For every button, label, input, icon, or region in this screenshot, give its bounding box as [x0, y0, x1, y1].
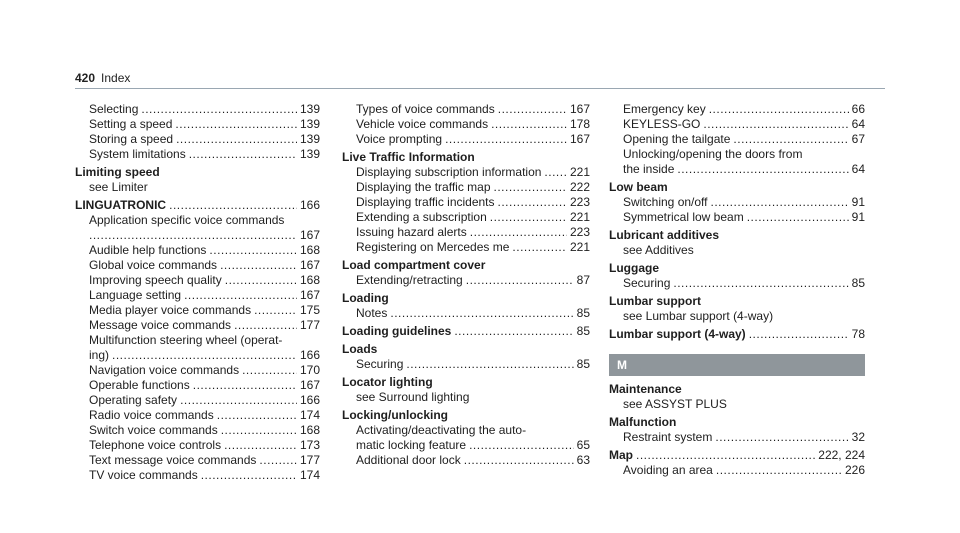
- index-column-2: [342, 102, 590, 471]
- page-ref: 174: [299, 468, 320, 482]
- index-entry[interactable]: Storing a speed ..... 139: [75, 132, 320, 147]
- page-ref: 166: [299, 393, 320, 407]
- index-column-1: [75, 102, 320, 483]
- index-heading: Live Traffic Information: [342, 150, 475, 164]
- page-ref: 167: [299, 228, 320, 242]
- page-ref: 64: [851, 117, 865, 131]
- index-entry[interactable]: System limitations ..... 139: [75, 147, 320, 162]
- page-ref: 168: [299, 243, 320, 257]
- page-ref: 221: [569, 240, 590, 254]
- page-ref: 221: [569, 165, 590, 179]
- page-ref: 177: [299, 453, 320, 467]
- index-heading: Luggage: [609, 261, 659, 275]
- index-heading: Maintenance: [609, 382, 682, 396]
- index-entry[interactable]: Additional door lock ..... 63: [342, 453, 590, 468]
- page-ref: 177: [299, 318, 320, 332]
- page-ref: 168: [299, 423, 320, 437]
- page-number: 420: [75, 71, 96, 85]
- index-heading: Locator lighting: [342, 375, 433, 389]
- index-entry[interactable]: Displaying the traffic map ..... 222: [342, 180, 590, 195]
- page-ref: 78: [851, 327, 865, 341]
- page-ref: 226: [844, 463, 865, 477]
- page-ref: 139: [299, 132, 320, 146]
- page-ref: 222: [569, 180, 590, 194]
- index-entry[interactable]: matic locking feature ..... 65: [342, 438, 590, 453]
- index-heading: Lumbar support: [609, 294, 701, 308]
- index-entry[interactable]: Selecting ..... 139: [75, 102, 320, 117]
- header-rule: [75, 88, 885, 89]
- page-ref: 139: [299, 117, 320, 131]
- page-ref: 91: [851, 195, 865, 209]
- page-ref: 63: [576, 453, 590, 467]
- index-entry[interactable]: Symmetrical low beam ..... 91: [609, 210, 865, 225]
- index-entry[interactable]: Text message voice commands ..... 177: [75, 453, 320, 468]
- index-entry[interactable]: Improving speech quality ..... 168: [75, 273, 320, 288]
- page-ref: 64: [851, 162, 865, 176]
- index-entry[interactable]: KEYLESS-GO ..... 64: [609, 117, 865, 132]
- page-ref: 85: [576, 357, 590, 371]
- index-heading: Limiting speed: [75, 165, 160, 179]
- page-ref: 166: [299, 198, 320, 212]
- index-entry[interactable]: Opening the tailgate ..... 67: [609, 132, 865, 147]
- index-entry[interactable]: Voice prompting ..... 167: [342, 132, 590, 147]
- see-reference[interactable]: see Additives: [623, 243, 694, 257]
- page-ref: 167: [569, 102, 590, 116]
- letter-divider-m: M: [609, 354, 865, 376]
- index-heading[interactable]: LINGUATRONIC ..... 166: [75, 198, 320, 213]
- index-heading: Locking/unlocking: [342, 408, 449, 422]
- index-entry[interactable]: Operating safety ..... 166: [75, 393, 320, 408]
- index-entry[interactable]: Media player voice commands ..... 175: [75, 303, 320, 318]
- page-ref: 139: [299, 147, 320, 161]
- page-ref: 167: [569, 132, 590, 146]
- index-entry[interactable]: Radio voice commands ..... 174: [75, 408, 320, 423]
- index-entry[interactable]: Displaying subscription information ..... 221: [342, 165, 590, 180]
- index-entry[interactable]: Types of voice commands ..... 167: [342, 102, 590, 117]
- page-ref: 65: [576, 438, 590, 452]
- index-entry[interactable]: Issuing hazard alerts ..... 223: [342, 225, 590, 240]
- index-heading: Loads: [342, 342, 378, 356]
- index-entry[interactable]: Setting a speed ..... 139: [75, 117, 320, 132]
- page-ref: 167: [299, 258, 320, 272]
- index-column-3: [609, 102, 865, 481]
- page-ref: 173: [299, 438, 320, 452]
- index-entry-text: Unlocking/opening the doors from: [623, 147, 803, 161]
- index-entry[interactable]: Navigation voice commands ..... 170: [75, 363, 320, 378]
- page-ref: 223: [569, 225, 590, 239]
- page-ref: 170: [299, 363, 320, 377]
- see-reference[interactable]: see ASSYST PLUS: [623, 397, 727, 411]
- index-entry[interactable]: Registering on Mercedes me ..... 221: [342, 240, 590, 255]
- index-entry[interactable]: Securing ..... 85: [342, 357, 590, 372]
- index-heading: Load compartment cover: [342, 258, 486, 272]
- index-entry[interactable]: [75, 228, 320, 243]
- index-entry[interactable]: Securing ..... 85: [609, 276, 865, 291]
- page-header: [75, 71, 130, 85]
- index-entry[interactable]: TV voice commands ..... 174: [75, 468, 320, 483]
- index-entry[interactable]: Emergency key ..... 66: [609, 102, 865, 117]
- page-ref: 32: [851, 430, 865, 444]
- index-entry[interactable]: ing) ..... 166: [75, 348, 320, 363]
- page-ref: 67: [851, 132, 865, 146]
- page-ref: 87: [576, 273, 590, 287]
- page-ref: 139: [299, 102, 320, 116]
- index-entry-text: Activating/deactivating the auto-: [356, 423, 527, 437]
- index-entry[interactable]: Operable functions ..... 167: [75, 378, 320, 393]
- page-ref: 85: [576, 306, 590, 320]
- index-entry[interactable]: Notes ..... 85: [342, 306, 590, 321]
- index-entry[interactable]: Global voice commands ..... 167: [75, 258, 320, 273]
- index-heading: Loading: [342, 291, 389, 305]
- index-entry[interactable]: Telephone voice controls ..... 173: [75, 438, 320, 453]
- index-entry-text: Multifunction steering wheel (operat-: [89, 333, 283, 347]
- index-heading[interactable]: Map ..... 222, 224: [609, 448, 865, 463]
- index-heading[interactable]: Loading guidelines ..... 85: [342, 324, 590, 339]
- index-entry[interactable]: Switch voice commands ..... 168: [75, 423, 320, 438]
- index-entry[interactable]: Extending/retracting ..... 87: [342, 273, 590, 288]
- page-ref: 66: [851, 102, 865, 116]
- see-reference[interactable]: see Limiter: [89, 180, 148, 194]
- index-entry[interactable]: Language setting ..... 167: [75, 288, 320, 303]
- page-ref: 175: [299, 303, 320, 317]
- index-heading: Malfunction: [609, 415, 677, 429]
- page-ref: 167: [299, 288, 320, 302]
- index-entry[interactable]: Audible help functions ..... 168: [75, 243, 320, 258]
- page-ref: 166: [299, 348, 320, 362]
- page-ref: 168: [299, 273, 320, 287]
- section-title: Index: [101, 71, 131, 85]
- page-ref: 178: [569, 117, 590, 131]
- see-reference[interactable]: see Lumbar support (4-way): [623, 309, 774, 323]
- index-entry[interactable]: Displaying traffic incidents ..... 223: [342, 195, 590, 210]
- page-ref: 221: [569, 210, 590, 224]
- index-entry[interactable]: Avoiding an area ..... 226: [609, 463, 865, 478]
- index-entry[interactable]: Restraint system ..... 32: [609, 430, 865, 445]
- page-ref: 85: [851, 276, 865, 290]
- page-ref: 91: [851, 210, 865, 224]
- see-reference[interactable]: see Surround lighting: [356, 390, 470, 404]
- index-entry[interactable]: Switching on/off ..... 91: [609, 195, 865, 210]
- index-entry-text: Application specific voice commands: [89, 213, 285, 227]
- index-heading[interactable]: Lumbar support (4-way) ..... 78: [609, 327, 865, 342]
- page-ref: 223: [569, 195, 590, 209]
- index-entry[interactable]: Extending a subscription ..... 221: [342, 210, 590, 225]
- page-ref: 174: [299, 408, 320, 422]
- page-ref: 167: [299, 378, 320, 392]
- index-heading: Lubricant additives: [609, 228, 720, 242]
- index-entry[interactable]: the inside ..... 64: [609, 162, 865, 177]
- index-entry[interactable]: Vehicle voice commands ..... 178: [342, 117, 590, 132]
- index-heading: Low beam: [609, 180, 668, 194]
- page-ref: 222, 224: [818, 448, 865, 462]
- index-entry[interactable]: Message voice commands ..... 177: [75, 318, 320, 333]
- page-ref: 85: [576, 324, 590, 338]
